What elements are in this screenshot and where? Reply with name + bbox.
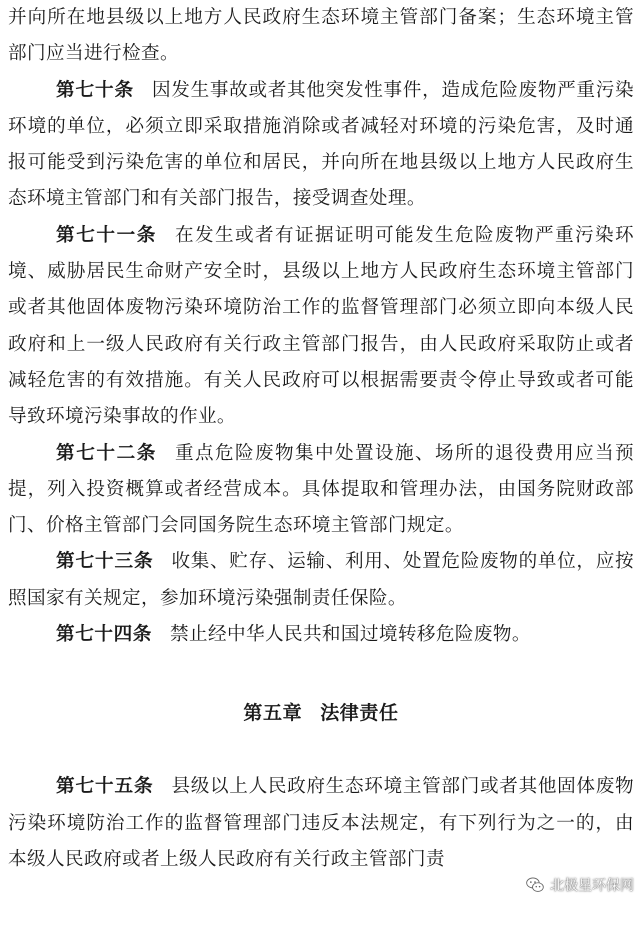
- article-70: [8, 73, 634, 218]
- document-page: [8, 0, 634, 878]
- article-72: [8, 436, 634, 545]
- article-text: 县级以上人民政府生态环境主管部门或者其他固体废物污染环境防治工作的监督管理部门违反本法规定，有下列行为之一的，由本级人民政府或者上级人民政府有关行政主管部门责: [8, 776, 634, 870]
- article-text: 禁止经中华人民共和国过境转移危险废物。: [169, 624, 531, 646]
- watermark: [525, 875, 634, 895]
- wechat-icon: [525, 875, 545, 895]
- article-71: [8, 218, 634, 436]
- watermark-label: 北极星环保网: [550, 878, 634, 894]
- chapter-number: 第五章: [243, 702, 303, 725]
- article-number: 第七十五条: [56, 776, 154, 798]
- article-text: 在发生或者有证据证明可能发生危险废物严重污染环境、威胁居民生命财产安全时，县级以上地方人民政府生态环境主管部门或者其他固体废物污染环境防治工作的监督管理部门必须立即向本级人民政府和上一级人民政府有关行政主管部门报告，由人民政府采取防止或者减轻危害的有效措施。有关人民政府可以根据需要责令停止导致或者可能导致环境污染事故的作业。: [8, 224, 634, 428]
- article-73: [8, 544, 634, 617]
- chapter-title: 法律责任: [320, 702, 399, 725]
- article-74: [8, 617, 634, 653]
- article-number: 第七十条: [56, 79, 134, 101]
- article-text: 收集、贮存、运输、利用、处置危险废物的单位，应按照国家有关规定，参加环境污染强制责任保险。: [8, 551, 634, 609]
- article-75: [8, 769, 634, 878]
- article-text: 重点危险废物集中处置设施、场所的退役费用应当预提，列入投资概算或者经营成本。具体提取和管理办法，由国务院财政部门、价格主管部门会同国务院生态环境主管部门规定。: [8, 442, 634, 537]
- article-number: 第七十二条: [56, 442, 157, 464]
- chapter-heading: [8, 695, 634, 731]
- article-text: 因发生事故或者其他突发性事件，造成危险废物严重污染环境的单位，必须立即采取措施消除或者减轻对环境的污染危害，及时通报可能受到污染危害的单位和居民，并向所在地县级以上地方人民政府生态环境主管部门和有关部门报告，接受调查处理。: [8, 79, 634, 210]
- article-number: 第七十四条: [56, 624, 152, 646]
- continuation-paragraph: 并向所在地县级以上地方人民政府生态环境主管部门备案；生态环境主管部门应当进行检查。: [8, 7, 634, 65]
- article-number: 第七十三条: [56, 551, 154, 573]
- article-number: 第七十一条: [56, 224, 157, 246]
